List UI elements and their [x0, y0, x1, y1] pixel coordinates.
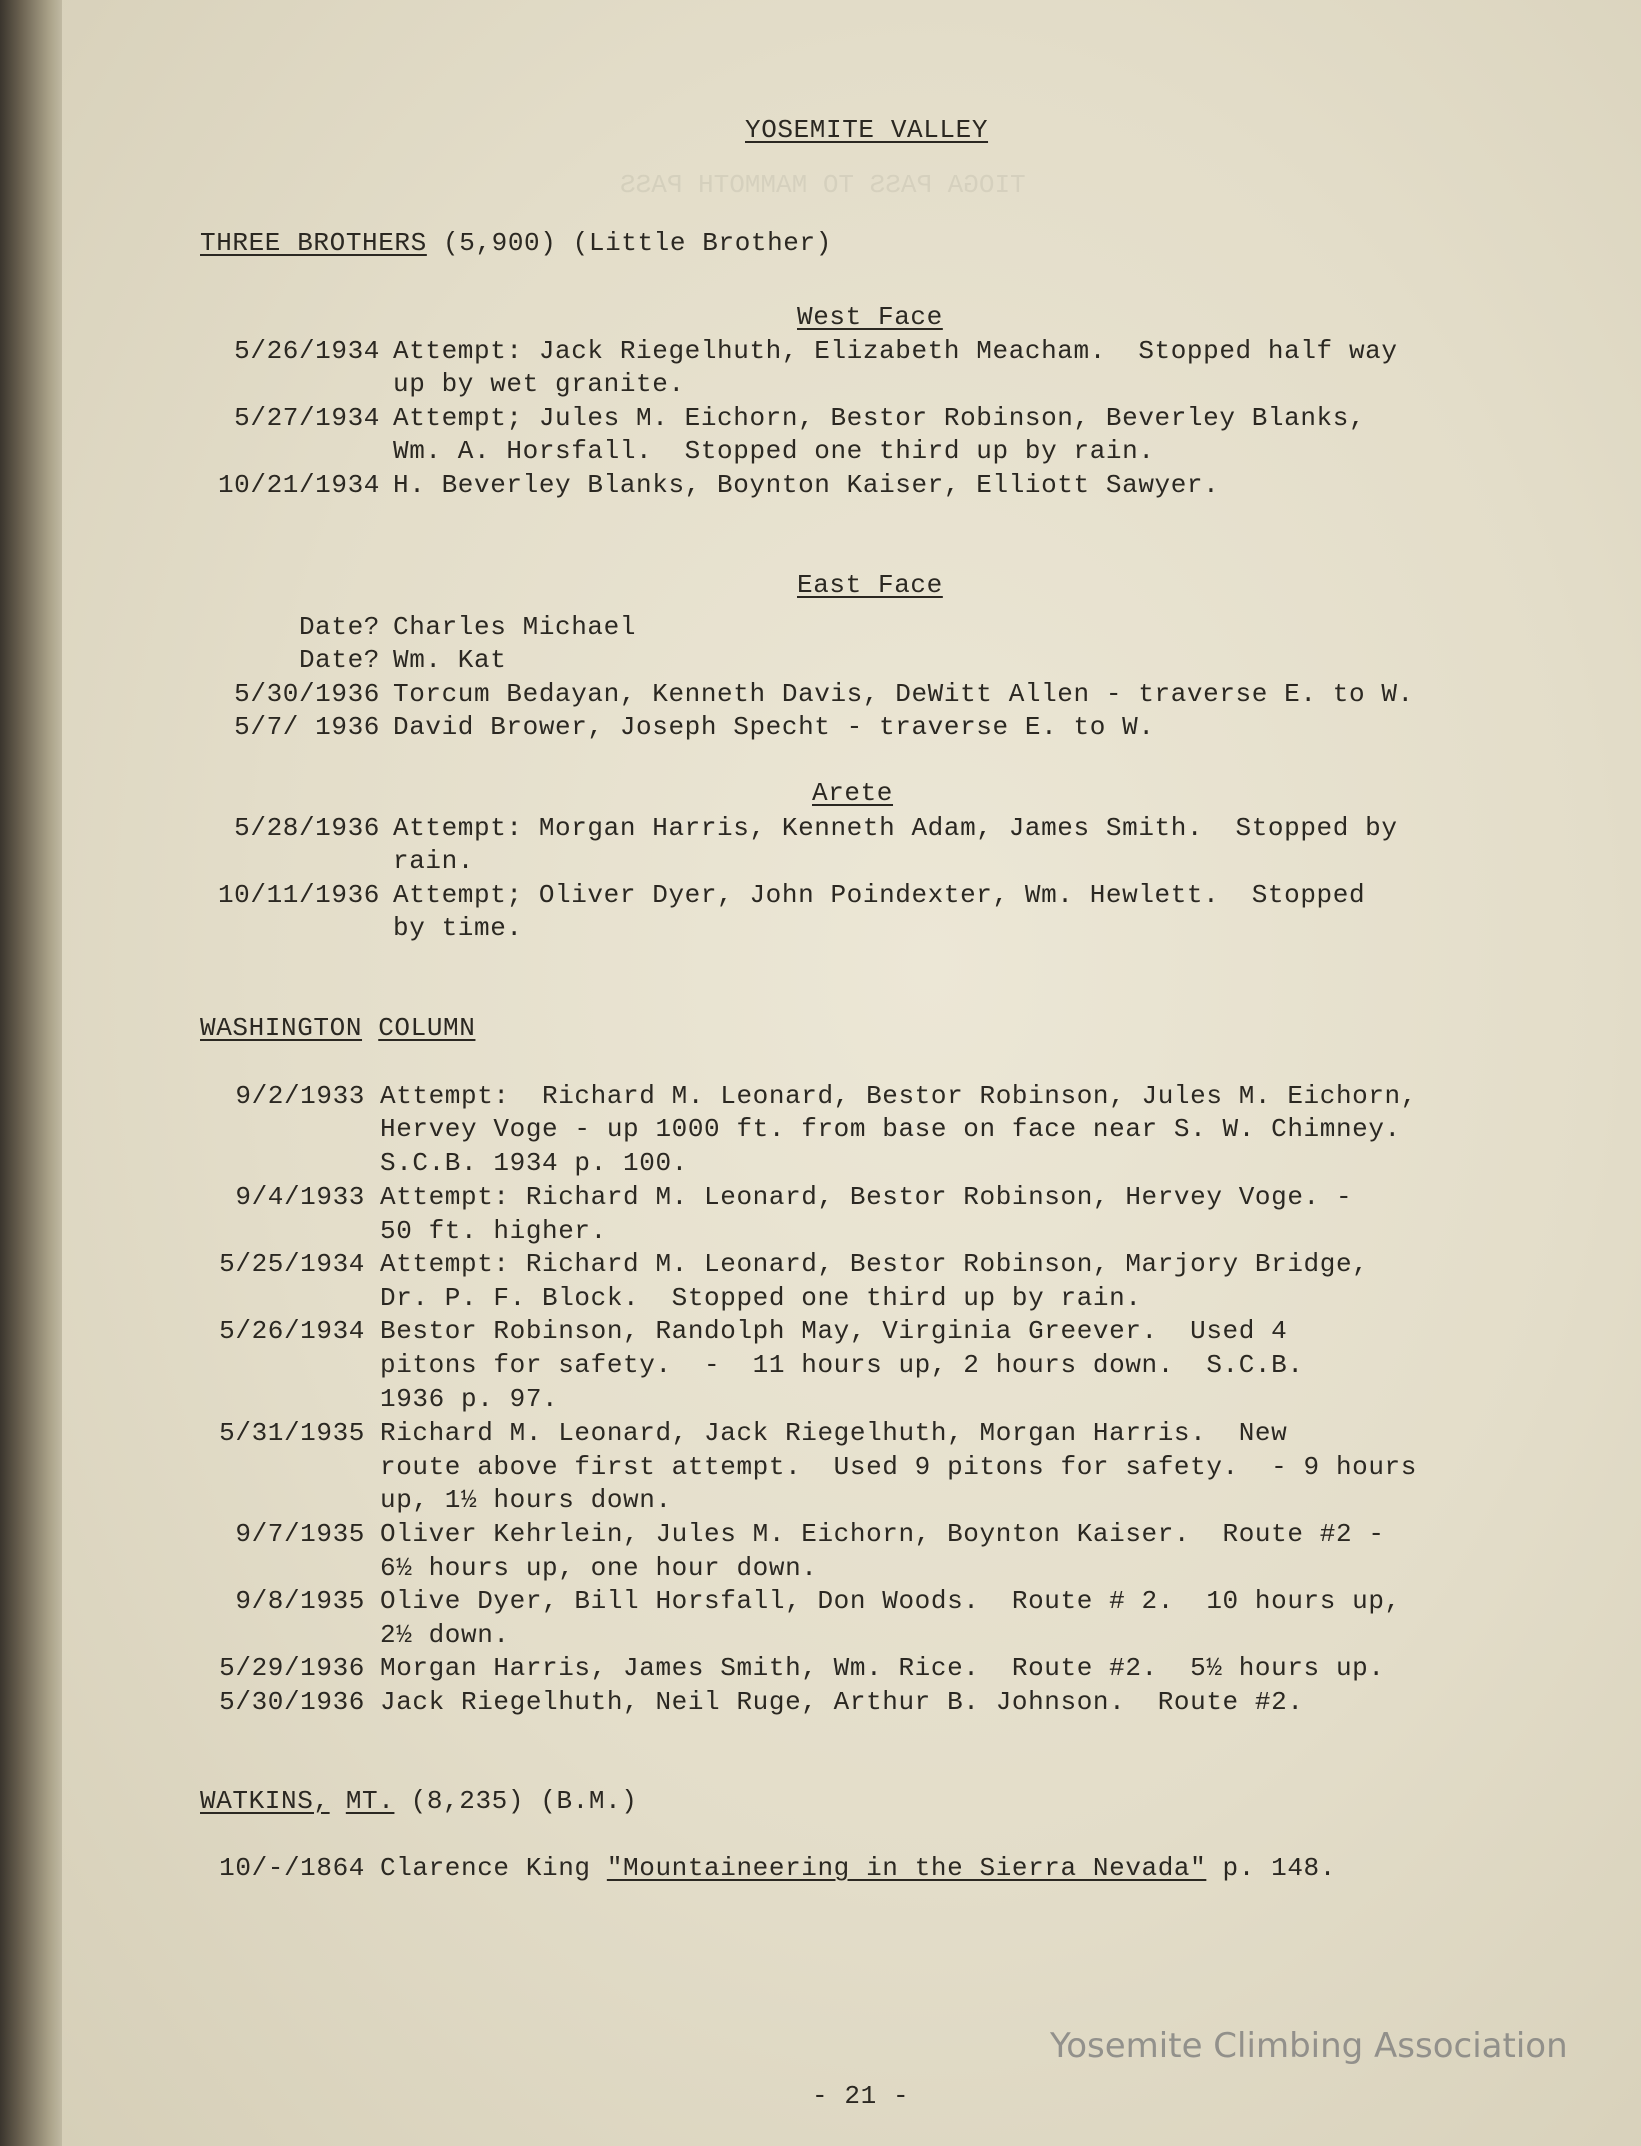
entry-line: 50 ft. higher. — [380, 1216, 607, 1246]
entry-line: S.C.B. 1934 p. 100. — [380, 1148, 688, 1178]
entry-line: Hervey Voge - up 1000 ft. from base on face near S. W. Chimney. — [380, 1114, 1401, 1144]
entry-date: Date? — [298, 612, 380, 642]
entry-line: Richard M. Leonard, Jack Riegelhuth, Morgan Harris. New — [380, 1418, 1288, 1448]
section-subtitle: (8,235) (B.M.) — [410, 1786, 638, 1816]
entry-date: 10/-/1864 — [219, 1853, 365, 1883]
entry-line: Olive Dyer, Bill Horsfall, Don Woods. Route # 2. 10 hours up, — [380, 1586, 1401, 1616]
entry-date: 5/27/1934 — [234, 403, 380, 433]
section-subtitle: (5,900) (Little Brother) — [443, 228, 832, 258]
page-title: YOSEMITE VALLEY — [745, 115, 989, 145]
entry-line: Wm. Kat — [393, 645, 507, 675]
entry-line: up, 1½ hours down. — [380, 1485, 672, 1515]
entry-date: 10/21/1934 — [217, 470, 380, 500]
entry-line: Attempt; Oliver Dyer, John Poindexter, Wm. Hewlett. Stopped — [393, 880, 1366, 910]
entry-line: David Brower, Joseph Specht - traverse E. to W. — [393, 712, 1155, 742]
entry-date: 5/31/1935 — [219, 1418, 365, 1448]
bleed-through-text: TIOGA PASS TO MAMMOTH PASS — [620, 170, 1026, 200]
entry-date: 5/26/1934 — [219, 1316, 365, 1346]
entry-line: up by wet granite. — [393, 369, 685, 399]
section-name: COLUMN — [378, 1013, 476, 1043]
entry-line: Attempt; Jules M. Eichorn, Bestor Robinson, Beverley Blanks, — [393, 403, 1366, 433]
entry-line: Attempt: Richard M. Leonard, Bestor Robinson, Hervey Voge. - — [380, 1182, 1353, 1212]
entry-line: Dr. P. F. Block. Stopped one third up by rain. — [380, 1283, 1142, 1313]
section-name: MT. — [345, 1786, 395, 1816]
entry-line: Torcum Bedayan, Kenneth Davis, DeWitt Allen - traverse E. to W. — [393, 679, 1414, 709]
entry-date: 9/2/1933 — [235, 1081, 365, 1111]
subheading-east-face: East Face — [797, 570, 943, 600]
section-name: WATKINS, — [200, 1786, 330, 1816]
watermark: Yosemite Climbing Association — [1050, 2026, 1568, 2066]
section-heading-washington-column — [200, 1013, 475, 1043]
entry-date: 10/11/1936 — [217, 880, 380, 910]
entry-text: Clarence King — [380, 1853, 607, 1883]
entry-date: 5/28/1936 — [234, 813, 380, 843]
entry-line: pitons for safety. - 11 hours up, 2 hours down. S.C.B. — [380, 1350, 1304, 1380]
entry-line: H. Beverley Blanks, Boynton Kaiser, Elliott Sawyer. — [393, 470, 1220, 500]
section-name: WASHINGTON — [200, 1013, 363, 1043]
entry-line: Attempt: Morgan Harris, Kenneth Adam, James Smith. Stopped by — [393, 813, 1398, 843]
entry-date: 5/26/1934 — [234, 336, 380, 366]
subheading-arete: Arete — [812, 778, 894, 808]
section-heading-three-brothers — [200, 228, 832, 258]
entry-line: Oliver Kehrlein, Jules M. Eichorn, Boynton Kaiser. Route #2 - — [380, 1519, 1385, 1549]
entry-line: Attempt: Richard M. Leonard, Bestor Robinson, Marjory Bridge, — [380, 1249, 1369, 1279]
entry-line: rain. — [393, 846, 475, 876]
entry-line: 6½ hours up, one hour down. — [380, 1553, 818, 1583]
entry-line: 2½ down. — [380, 1620, 510, 1650]
section-name: THREE BROTHERS — [200, 228, 427, 258]
book-title: "Mountaineering in the Sierra Nevada" — [606, 1853, 1207, 1883]
entry-date: 5/7/ 1936 — [234, 712, 380, 742]
entry-line — [380, 1853, 1336, 1883]
book-binding — [0, 0, 70, 2146]
entry-date: 5/29/1936 — [219, 1653, 365, 1683]
entry-line: Attempt: Richard M. Leonard, Bestor Robinson, Jules M. Eichorn, — [380, 1081, 1417, 1111]
entry-text: p. 148. — [1206, 1853, 1336, 1883]
entry-date: 9/7/1935 — [235, 1519, 365, 1549]
entry-date: 5/30/1936 — [219, 1687, 365, 1717]
entry-date: 9/4/1933 — [235, 1182, 365, 1212]
entry-line: Wm. A. Horsfall. Stopped one third up by rain. — [393, 436, 1155, 466]
section-heading-watkins — [200, 1786, 637, 1816]
entry-line: Charles Michael — [393, 612, 637, 642]
entry-date: 9/8/1935 — [235, 1586, 365, 1616]
entry-date: 5/30/1936 — [234, 679, 380, 709]
subheading-west-face: West Face — [797, 302, 943, 332]
entry-line: route above first attempt. Used 9 pitons for safety. - 9 hours — [380, 1452, 1417, 1482]
entry-line: Bestor Robinson, Randolph May, Virginia Greever. Used 4 — [380, 1316, 1288, 1346]
page-number: - 21 - — [812, 2081, 910, 2111]
entry-line: by time. — [393, 913, 523, 943]
entry-line: Morgan Harris, James Smith, Wm. Rice. Route #2. 5½ hours up. — [380, 1653, 1385, 1683]
entry-date: Date? — [298, 645, 380, 675]
entry-date: 5/25/1934 — [219, 1249, 365, 1279]
entry-line: Attempt: Jack Riegelhuth, Elizabeth Meacham. Stopped half way — [393, 336, 1398, 366]
entry-line: Jack Riegelhuth, Neil Ruge, Arthur B. Johnson. Route #2. — [380, 1687, 1304, 1717]
entry-line: 1936 p. 97. — [380, 1384, 559, 1414]
